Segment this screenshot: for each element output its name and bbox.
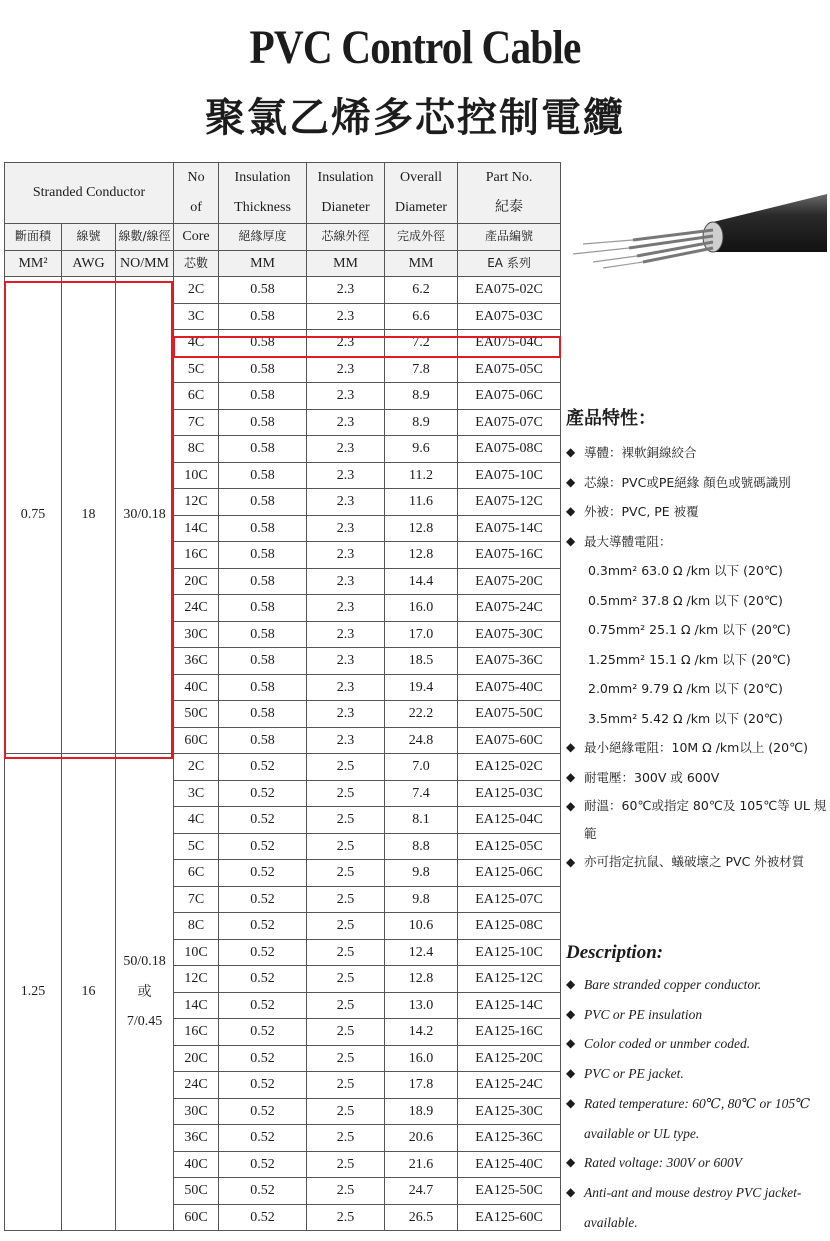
diamond-bullet-icon: ◆ [566, 740, 576, 754]
cell-core: 30C [174, 621, 219, 648]
cell-part: EA075-24C [458, 595, 561, 622]
feature-item [566, 792, 828, 848]
description-item [566, 1029, 828, 1059]
cell-od: 20.6 [385, 1125, 458, 1152]
cell-dia: 2.5 [307, 886, 385, 913]
cell-ins: 0.58 [219, 595, 307, 622]
highlight-section-075 [4, 281, 173, 759]
cell-core: 8C [174, 913, 219, 940]
cell-od: 7.8 [385, 356, 458, 383]
cell-od: 9.8 [385, 886, 458, 913]
cell-core: 40C [174, 674, 219, 701]
cell-dia: 2.5 [307, 1045, 385, 1072]
header-insulation-thickness [219, 163, 307, 224]
cell-od: 12.4 [385, 939, 458, 966]
header-overall: Overall [400, 170, 443, 185]
feature-text: 3.5mm² 5.42 Ω /km 以下 (20℃) [588, 710, 783, 726]
cell-od: 11.2 [385, 462, 458, 489]
cell-part: EA125-10C [458, 939, 561, 966]
cell-part: EA075-30C [458, 621, 561, 648]
cell-part: EA125-50C [458, 1178, 561, 1205]
diamond-bullet-icon: ◆ [566, 504, 576, 518]
diamond-bullet-icon: ◆ [566, 533, 576, 548]
cell-dia: 2.5 [307, 1072, 385, 1099]
cell-dia: 2.5 [307, 1098, 385, 1125]
cell-dia: 2.3 [307, 436, 385, 463]
cell-dia: 2.3 [307, 568, 385, 595]
feature-item [566, 497, 828, 527]
cell-core: 60C [174, 727, 219, 754]
cell-dia: 2.3 [307, 462, 385, 489]
unit-mm-ins: MM [219, 250, 307, 277]
cell-part: EA075-08C [458, 436, 561, 463]
cell-od: 9.6 [385, 436, 458, 463]
cell-part: EA125-02C [458, 754, 561, 781]
feature-item [566, 733, 828, 763]
cell-dia: 2.3 [307, 383, 385, 410]
cell-ins: 0.52 [219, 966, 307, 993]
cell-dia: 2.3 [307, 621, 385, 648]
cell-part: EA075-60C [458, 727, 561, 754]
header-stranded-conductor: Stranded Conductor [5, 163, 174, 224]
cell-ins: 0.52 [219, 1045, 307, 1072]
cell-core: 5C [174, 356, 219, 383]
cell-dia: 2.3 [307, 356, 385, 383]
cell-od: 6.2 [385, 277, 458, 304]
cell-ins: 0.52 [219, 1178, 307, 1205]
cell-ins: 0.52 [219, 939, 307, 966]
description-heading: Description: [566, 942, 664, 963]
cell-part: EA075-14C [458, 515, 561, 542]
features-heading: 產品特性： [566, 408, 656, 429]
cell-part: EA125-12C [458, 966, 561, 993]
cell-ins: 0.58 [219, 621, 307, 648]
cell-od: 24.7 [385, 1178, 458, 1205]
cell-core: 5C [174, 833, 219, 860]
feature-text: 0.75mm² 25.1 Ω /km 以下 (20℃) [588, 622, 791, 637]
cell-part: EA075-04C [458, 330, 561, 357]
cell-od: 19.4 [385, 674, 458, 701]
feature-text: 芯線：PVC或PE絕緣 顏色或號碼識別 [584, 474, 791, 490]
diamond-bullet-icon: ◆ [566, 1036, 576, 1051]
feature-text: 外被：PVC, PE 被覆 [584, 504, 699, 519]
cell-dia: 2.5 [307, 780, 385, 807]
description-list [566, 970, 828, 1237]
features-panel [566, 404, 828, 876]
feature-item [566, 674, 828, 704]
cell-od: 7.0 [385, 754, 458, 781]
cell-od: 8.8 [385, 833, 458, 860]
cell-ins: 0.58 [219, 330, 307, 357]
feature-item [566, 848, 828, 876]
cell-dia: 2.5 [307, 939, 385, 966]
header-diameter: Dianeter [321, 200, 370, 215]
cell-core: 4C [174, 330, 219, 357]
diamond-bullet-icon: ◆ [566, 445, 576, 459]
cell-core: 2C [174, 754, 219, 781]
description-text: Bare stranded copper conductor. [584, 977, 762, 992]
cell-ins: 0.58 [219, 701, 307, 728]
cell-part: EA125-60C [458, 1204, 561, 1231]
description-panel [566, 942, 828, 1237]
cell-part: EA125-16C [458, 1019, 561, 1046]
cell-ins: 0.52 [219, 913, 307, 940]
cell-part: EA125-03C [458, 780, 561, 807]
cell-ins: 0.52 [219, 1072, 307, 1099]
cell-od: 18.5 [385, 648, 458, 675]
cell-part: EA125-30C [458, 1098, 561, 1125]
feature-item [566, 468, 828, 498]
header-of: of [190, 200, 202, 215]
cell-part: EA125-36C [458, 1125, 561, 1152]
cell-core: 24C [174, 1072, 219, 1099]
cell-dia: 2.5 [307, 1125, 385, 1152]
cell-ins: 0.58 [219, 383, 307, 410]
cell-ins: 0.52 [219, 780, 307, 807]
cell-od: 13.0 [385, 992, 458, 1019]
cell-core: 8C [174, 436, 219, 463]
cell-od: 17.0 [385, 621, 458, 648]
diamond-bullet-icon: ◆ [566, 977, 576, 991]
header-part-no [458, 163, 561, 224]
cell-part: EA125-07C [458, 886, 561, 913]
cell-part: EA075-06C [458, 383, 561, 410]
cell-od: 26.5 [385, 1204, 458, 1231]
diamond-bullet-icon: ◆ [566, 1066, 576, 1081]
cell-part: EA125-08C [458, 913, 561, 940]
cell-od: 12.8 [385, 515, 458, 542]
cell-ins: 0.58 [219, 727, 307, 754]
feature-text: 導體：裸軟銅線絞合 [584, 445, 697, 460]
cell-dia: 2.5 [307, 860, 385, 887]
feature-item [566, 527, 828, 557]
cell-ins: 0.58 [219, 277, 307, 304]
cell-part: EA075-36C [458, 648, 561, 675]
cell-ins: 0.58 [219, 542, 307, 569]
cell-area: 0.75 [5, 277, 62, 754]
feature-text: 耐電壓：300V 或 600V [584, 769, 720, 785]
unit-awg: AWG [62, 250, 116, 277]
cell-ins: 0.52 [219, 1019, 307, 1046]
cell-part: EA075-50C [458, 701, 561, 728]
cell-core: 2C [174, 277, 219, 304]
feature-item [566, 704, 828, 734]
cell-core: 14C [174, 992, 219, 1019]
cell-ins: 0.52 [219, 992, 307, 1019]
description-text: Rated temperature: 60℃, 80℃ or 105℃ available or UL type. [584, 1095, 811, 1141]
cell-dia: 2.3 [307, 489, 385, 516]
feature-text: 0.5mm² 37.8 Ω /km 以下 (20℃) [588, 592, 783, 608]
cell-dia: 2.3 [307, 595, 385, 622]
diamond-bullet-icon: ◆ [566, 1184, 576, 1199]
header-overall-diameter [385, 163, 458, 224]
strands-line: 或 [137, 984, 152, 1000]
cell-part: EA125-05C [458, 833, 561, 860]
cell-core: 7C [174, 409, 219, 436]
header-no: No [187, 170, 205, 185]
cell-part: EA075-07C [458, 409, 561, 436]
cell-dia: 2.5 [307, 754, 385, 781]
cell-part: EA075-05C [458, 356, 561, 383]
cell-part: EA125-24C [458, 1072, 561, 1099]
cell-core: 14C [174, 515, 219, 542]
cell-od: 8.9 [385, 409, 458, 436]
feature-item [566, 615, 828, 645]
cell-dia: 2.3 [307, 277, 385, 304]
cell-ins: 0.58 [219, 648, 307, 675]
cell-core: 10C [174, 462, 219, 489]
cell-part: EA125-14C [458, 992, 561, 1019]
cell-core: 16C [174, 1019, 219, 1046]
diamond-bullet-icon: ◆ [566, 1095, 576, 1110]
cell-core: 6C [174, 860, 219, 887]
cell-od: 7.2 [385, 330, 458, 357]
cell-dia: 2.3 [307, 515, 385, 542]
cell-core: 30C [174, 1098, 219, 1125]
header-insulation-diameter [307, 163, 385, 224]
cell-dia: 2.5 [307, 1204, 385, 1231]
header-zh-ins-thick: 絕緣厚度 [219, 224, 307, 251]
cell-ins: 0.58 [219, 568, 307, 595]
cell-ins: 0.52 [219, 754, 307, 781]
cell-core: 40C [174, 1151, 219, 1178]
description-item [566, 1000, 828, 1030]
header-zh-strands: 線數/線徑 [116, 224, 174, 251]
cell-core: 3C [174, 303, 219, 330]
cell-part: EA075-12C [458, 489, 561, 516]
cell-awg: 18 [62, 277, 116, 754]
cell-part: EA125-40C [458, 1151, 561, 1178]
feature-item [566, 645, 828, 675]
cell-ins: 0.52 [219, 1151, 307, 1178]
diamond-bullet-icon: ◆ [566, 799, 576, 813]
cell-core: 50C [174, 701, 219, 728]
strands-line: 50/0.18 [123, 954, 166, 969]
header-part: Part No. [485, 170, 533, 185]
cell-dia: 2.5 [307, 833, 385, 860]
cell-ins: 0.58 [219, 515, 307, 542]
cell-core: 20C [174, 568, 219, 595]
cell-part: EA125-20C [458, 1045, 561, 1072]
cell-core: 12C [174, 966, 219, 993]
header-thickness: Thickness [234, 200, 291, 215]
cell-od: 14.4 [385, 568, 458, 595]
cell-part: EA075-10C [458, 462, 561, 489]
description-item [566, 1059, 828, 1089]
cell-core: 60C [174, 1204, 219, 1231]
feature-text: 最小絕緣電阻：10M Ω /km以上 (20℃) [584, 740, 808, 755]
cell-od: 18.9 [385, 1098, 458, 1125]
description-text: PVC or PE jacket. [584, 1066, 684, 1082]
feature-item [566, 586, 828, 616]
cell-core: 20C [174, 1045, 219, 1072]
cell-core: 16C [174, 542, 219, 569]
highlight-row-4c [173, 336, 561, 358]
cell-od: 16.0 [385, 595, 458, 622]
cell-core: 3C [174, 780, 219, 807]
header-zh-od: 完成外徑 [385, 224, 458, 251]
description-text: Anti-ant and mouse destroy PVC jacket-available. [584, 1184, 802, 1230]
cell-core: 7C [174, 886, 219, 913]
unit-series: EA 系列 [458, 250, 561, 277]
cell-core: 12C [174, 489, 219, 516]
feature-text: 1.25mm² 15.1 Ω /km 以下 (20℃) [588, 651, 791, 667]
header-zh-gauge: 線號 [62, 224, 116, 251]
unit-mm-od: MM [385, 250, 458, 277]
cell-dia: 2.5 [307, 966, 385, 993]
cell-part: EA075-40C [458, 674, 561, 701]
page-title-chinese: 聚氯乙烯多芯控制電纜 [205, 95, 625, 141]
diamond-bullet-icon: ◆ [566, 769, 576, 784]
cell-core: 6C [174, 383, 219, 410]
cell-part: EA075-02C [458, 277, 561, 304]
diamond-bullet-icon: ◆ [566, 855, 576, 869]
feature-text: 耐溫：60℃或指定 80℃及 105℃等 UL 規範 [584, 798, 827, 841]
cell-area: 1.25 [5, 754, 62, 1231]
cell-od: 16.0 [385, 1045, 458, 1072]
feature-item [566, 763, 828, 793]
unit-mm-dia: MM [307, 250, 385, 277]
diamond-bullet-icon: ◆ [566, 474, 576, 489]
cell-part: EA075-20C [458, 568, 561, 595]
description-item [566, 1089, 828, 1148]
cell-od: 9.8 [385, 860, 458, 887]
header-zh-code: 產品編號 [458, 224, 561, 251]
cell-awg: 16 [62, 754, 116, 1231]
cell-core: 4C [174, 807, 219, 834]
cell-core: 24C [174, 595, 219, 622]
description-text: PVC or PE insulation [584, 1006, 703, 1022]
cell-ins: 0.58 [219, 489, 307, 516]
cell-ins: 0.52 [219, 1098, 307, 1125]
description-item [566, 1148, 828, 1178]
cell-ins: 0.52 [219, 860, 307, 887]
cell-dia: 2.5 [307, 1178, 385, 1205]
cell-dia: 2.5 [307, 913, 385, 940]
cell-od: 6.6 [385, 303, 458, 330]
cell-dia: 2.5 [307, 1151, 385, 1178]
cell-od: 14.2 [385, 1019, 458, 1046]
cell-core: 50C [174, 1178, 219, 1205]
cell-od: 11.6 [385, 489, 458, 516]
cell-ins: 0.52 [219, 833, 307, 860]
header-insulation: Insulation [234, 170, 291, 185]
cell-od: 24.8 [385, 727, 458, 754]
cell-dia: 2.3 [307, 648, 385, 675]
cell-od: 8.1 [385, 807, 458, 834]
cell-ins: 0.52 [219, 1204, 307, 1231]
description-item [566, 1178, 828, 1237]
cell-dia: 2.5 [307, 992, 385, 1019]
cell-od: 12.8 [385, 542, 458, 569]
cell-od: 12.8 [385, 966, 458, 993]
cell-ins: 0.58 [219, 356, 307, 383]
cell-od: 17.8 [385, 1072, 458, 1099]
cell-dia: 2.3 [307, 674, 385, 701]
cell-dia: 2.3 [307, 727, 385, 754]
cell-ins: 0.58 [219, 674, 307, 701]
header-zh-core-dia: 芯線外徑 [307, 224, 385, 251]
cell-strands: 30/0.18 [116, 277, 174, 754]
cell-part: EA075-03C [458, 303, 561, 330]
cell-od: 21.6 [385, 1151, 458, 1178]
header-zh-area: 斷面積 [5, 224, 62, 251]
cell-od: 8.9 [385, 383, 458, 410]
description-text: Color coded or unmber coded. [584, 1036, 751, 1052]
cell-ins: 0.58 [219, 303, 307, 330]
cell-part: EA125-06C [458, 860, 561, 887]
cell-ins: 0.52 [219, 886, 307, 913]
cell-core: 10C [174, 939, 219, 966]
cell-ins: 0.58 [219, 409, 307, 436]
unit-nomm: NO/MM [116, 250, 174, 277]
cell-dia: 2.5 [307, 1019, 385, 1046]
cell-core: 36C [174, 648, 219, 675]
diamond-bullet-icon: ◆ [566, 1006, 576, 1021]
feature-text: 0.3mm² 63.0 Ω /km 以下 (20℃) [588, 563, 783, 578]
cell-dia: 2.3 [307, 701, 385, 728]
feature-item [566, 438, 828, 468]
cell-strands [116, 754, 174, 1231]
description-item [566, 970, 828, 1000]
header-part-brand: 紀泰 [495, 200, 524, 215]
cable-photo [563, 164, 827, 292]
cell-ins: 0.52 [219, 807, 307, 834]
cell-dia: 2.3 [307, 409, 385, 436]
feature-text: 2.0mm² 9.79 Ω /km 以下 (20℃) [588, 681, 783, 696]
cell-ins: 0.58 [219, 462, 307, 489]
cell-dia: 2.5 [307, 807, 385, 834]
cell-od: 22.2 [385, 701, 458, 728]
feature-text: 亦可指定抗鼠、蟻破壞之 PVC 外被材質 [584, 854, 805, 869]
feature-item [566, 556, 828, 586]
cell-dia: 2.3 [307, 303, 385, 330]
header-no-of [174, 163, 219, 224]
strands-line: 7/0.45 [126, 1014, 163, 1029]
unit-cores: 芯數 [174, 250, 219, 277]
unit-mm2: MM² [5, 250, 62, 277]
cell-part: EA075-16C [458, 542, 561, 569]
description-text: Rated voltage: 300V or 600V [584, 1155, 742, 1171]
cell-dia: 2.3 [307, 542, 385, 569]
cell-core: 36C [174, 1125, 219, 1152]
cell-part: EA125-04C [458, 807, 561, 834]
cell-dia: 2.3 [307, 330, 385, 357]
header-overall-dia: Diameter [394, 200, 448, 215]
cell-od: 7.4 [385, 780, 458, 807]
cell-ins: 0.52 [219, 1125, 307, 1152]
page-title: PVC Control Cable [249, 21, 581, 74]
header-insulation-2: Insulation [317, 170, 374, 185]
feature-text: 最大導體電阻： [584, 533, 672, 549]
cell-od: 10.6 [385, 913, 458, 940]
cell-ins: 0.58 [219, 436, 307, 463]
header-core: Core [174, 224, 219, 251]
diamond-bullet-icon: ◆ [566, 1155, 576, 1170]
features-list [566, 438, 828, 876]
